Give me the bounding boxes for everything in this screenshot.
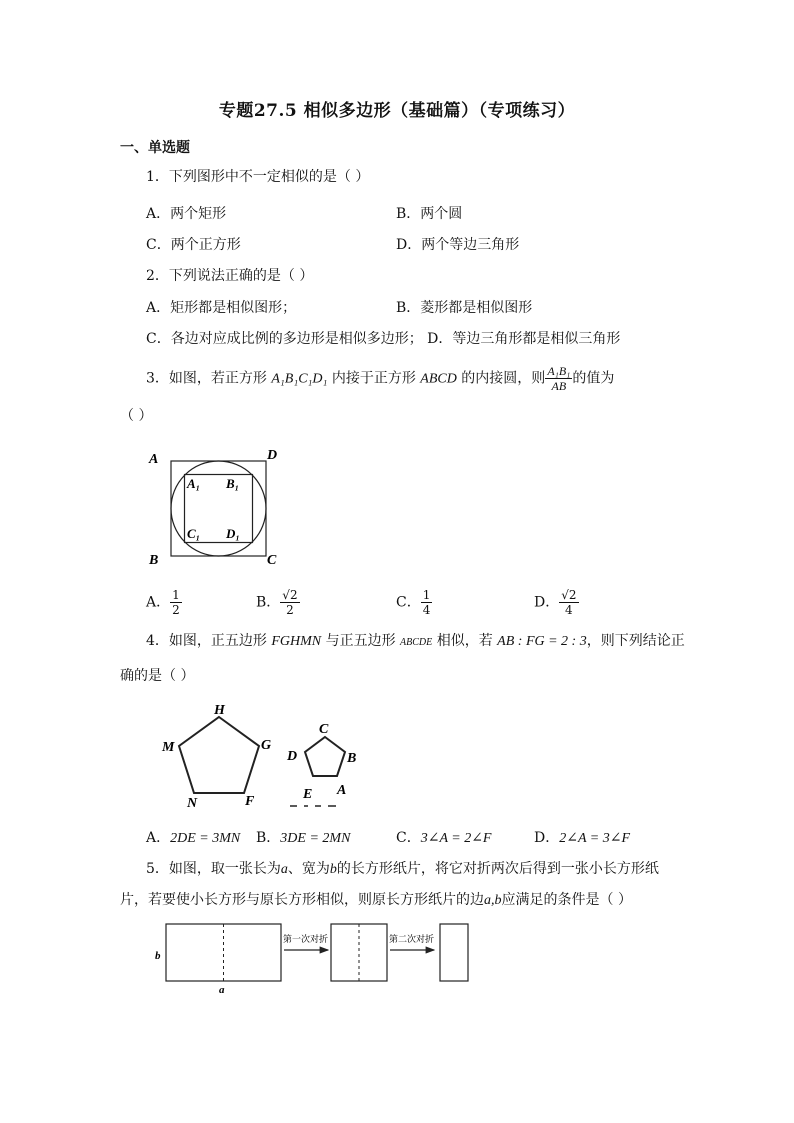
q4-option-d-text: 2∠A = 3∠F xyxy=(559,831,630,846)
q3-option-a xyxy=(146,588,182,617)
q4-option-c xyxy=(396,828,491,849)
label-d: D xyxy=(267,448,278,463)
q5-line2-post: 应满足的条件是（ ） xyxy=(501,892,632,908)
q3-square-inner: A₁B₁C₁D₁ xyxy=(271,371,328,387)
label-c-small: C xyxy=(319,722,329,737)
question-2-stem: 2．下列说法正确的是（ ） xyxy=(146,268,314,284)
q5-line1-mid: 、宽为 xyxy=(287,861,330,877)
q3-option-d-frac xyxy=(559,588,578,617)
section-heading: 一、单选题 xyxy=(120,140,190,156)
q3-fraction xyxy=(545,364,572,393)
q3-option-a-frac xyxy=(170,588,182,617)
q2-option-a: A．矩形都是相似图形； xyxy=(146,300,297,316)
q3-option-a-prefix: A． xyxy=(146,594,171,611)
label-g: G xyxy=(261,738,272,753)
q4-pentagon-large: FGHMN xyxy=(271,634,322,649)
q3-stem-pre: 3．如图，若正方形 xyxy=(146,370,272,387)
q2-option-cd: C．各边对应成比例的多边形是相似多边形； D．等边三角形都是相似三角形 xyxy=(146,331,621,347)
label-b-small: B xyxy=(347,751,357,766)
q3-fraction-den: AB xyxy=(551,379,567,393)
q3-square-outer: ABCD xyxy=(420,371,457,387)
q4-stem-mid: 与正五边形 xyxy=(321,633,401,649)
question-4-stem xyxy=(146,631,685,653)
page-title: 专题27.5 相似多边形（基础篇）（专项练习） xyxy=(218,101,576,121)
q3-answer-paren: （ ） xyxy=(120,408,153,424)
q3-option-a-den: 2 xyxy=(172,603,180,617)
q2-option-b: B．菱形都是相似图形 xyxy=(396,300,533,316)
q5-var-a: a xyxy=(280,862,288,877)
label-b1: B₁ xyxy=(226,476,240,491)
inscribed-circle xyxy=(171,461,266,556)
question-4-stem-line2: 确的是（ ） xyxy=(120,668,195,684)
label-c: C xyxy=(267,553,277,568)
q5-var-b: b xyxy=(329,862,337,877)
label-n: N xyxy=(187,796,198,811)
q4-option-c-prefix: C． xyxy=(396,830,421,846)
question-5-line1 xyxy=(146,859,659,880)
q3-option-b-num: √2 xyxy=(282,588,298,602)
q4-pentagon-small: ABCDE xyxy=(400,637,433,648)
q5-line1-post: 的长方形纸片，将它对折两次后得到一张小长方形纸 xyxy=(336,861,659,877)
q4-stem-mid2: 相似，若 xyxy=(432,633,498,649)
fold2-label: 第二次对折 xyxy=(389,934,435,944)
q4-ratio: AB : FG = 2 : 3 xyxy=(497,634,587,649)
q4-option-a-text: 2DE = 3MN xyxy=(170,831,241,846)
q4-stem-pre: 4．如图，正五边形 xyxy=(146,633,272,649)
q5-line2-pre: 片，若要使小长方形与原长方形相似，则原长方形纸片的边 xyxy=(120,892,484,908)
label-h: H xyxy=(214,703,225,718)
q3-option-b-den: 2 xyxy=(286,603,294,617)
q3-option-c-prefix: C． xyxy=(396,594,421,611)
q4-option-a xyxy=(146,828,240,849)
q4-option-d-prefix: D． xyxy=(534,830,560,846)
label-a: A xyxy=(149,452,159,467)
fig-label-b: b xyxy=(155,950,161,962)
question-3-stem xyxy=(146,364,614,393)
q3-option-d-prefix: D． xyxy=(534,594,560,611)
q4-figure xyxy=(155,700,370,815)
q1-option-c: C．两个正方形 xyxy=(146,237,241,253)
label-b: B xyxy=(149,553,159,568)
label-d1: D₁ xyxy=(226,526,240,541)
q4-option-b xyxy=(256,828,350,849)
pentagon-abcde xyxy=(305,737,345,776)
q3-stem-post: 的内接圆，则 xyxy=(456,370,546,387)
q3-option-a-num: 1 xyxy=(172,588,180,602)
question-1-stem: 1．下列图形中不一定相似的是（ ） xyxy=(146,169,370,185)
fig-label-a: a xyxy=(219,984,225,996)
q3-option-b-frac xyxy=(280,588,299,617)
q3-stem-mid: 内接于正方形 xyxy=(327,370,421,387)
q1-option-b: B．两个圆 xyxy=(396,206,463,222)
label-e-small: E xyxy=(303,787,313,802)
q4-option-a-prefix: A． xyxy=(146,830,171,846)
q5-figure xyxy=(150,918,480,1000)
label-f: F xyxy=(245,794,255,809)
label-d-small: D xyxy=(287,749,298,764)
fold1-label: 第一次对折 xyxy=(283,934,329,944)
q4-stem-post: ，则下列结论正 xyxy=(586,633,685,649)
q3-option-c-num: 1 xyxy=(422,588,431,602)
q3-option-d-num: √2 xyxy=(561,588,577,602)
pentagon-fghmn xyxy=(179,717,259,793)
q3-option-b-prefix: B． xyxy=(256,594,281,611)
q5-var-ab: a,b xyxy=(484,893,502,908)
label-a-small: A xyxy=(337,783,347,798)
q4-option-b-prefix: B． xyxy=(256,830,281,846)
q4-option-b-text: 3DE = 2MN xyxy=(280,831,351,846)
quarter-rectangle xyxy=(440,924,468,981)
q4-option-d xyxy=(534,828,630,849)
q3-figure xyxy=(140,440,290,575)
q3-option-c xyxy=(396,588,432,617)
q4-option-c-text: 3∠A = 2∠F xyxy=(420,831,492,846)
label-m: M xyxy=(162,740,175,755)
q3-option-b xyxy=(256,588,300,617)
q3-stem-end: 的值为 xyxy=(572,370,615,387)
label-c1: C₁ xyxy=(187,526,201,541)
q3-option-c-den: 4 xyxy=(422,603,431,617)
q3-option-c-frac xyxy=(421,588,433,617)
question-5-line2 xyxy=(120,890,632,911)
q5-line1-pre: 5．如图，取一张长为 xyxy=(146,861,281,877)
q3-option-d xyxy=(534,588,579,617)
q1-option-d: D．两个等边三角形 xyxy=(396,237,520,253)
label-a1: A₁ xyxy=(187,476,201,491)
q3-option-d-den: 4 xyxy=(565,603,573,617)
q3-fraction-num: A₁B₁ xyxy=(547,364,571,378)
q1-option-a: A．两个矩形 xyxy=(146,206,227,222)
